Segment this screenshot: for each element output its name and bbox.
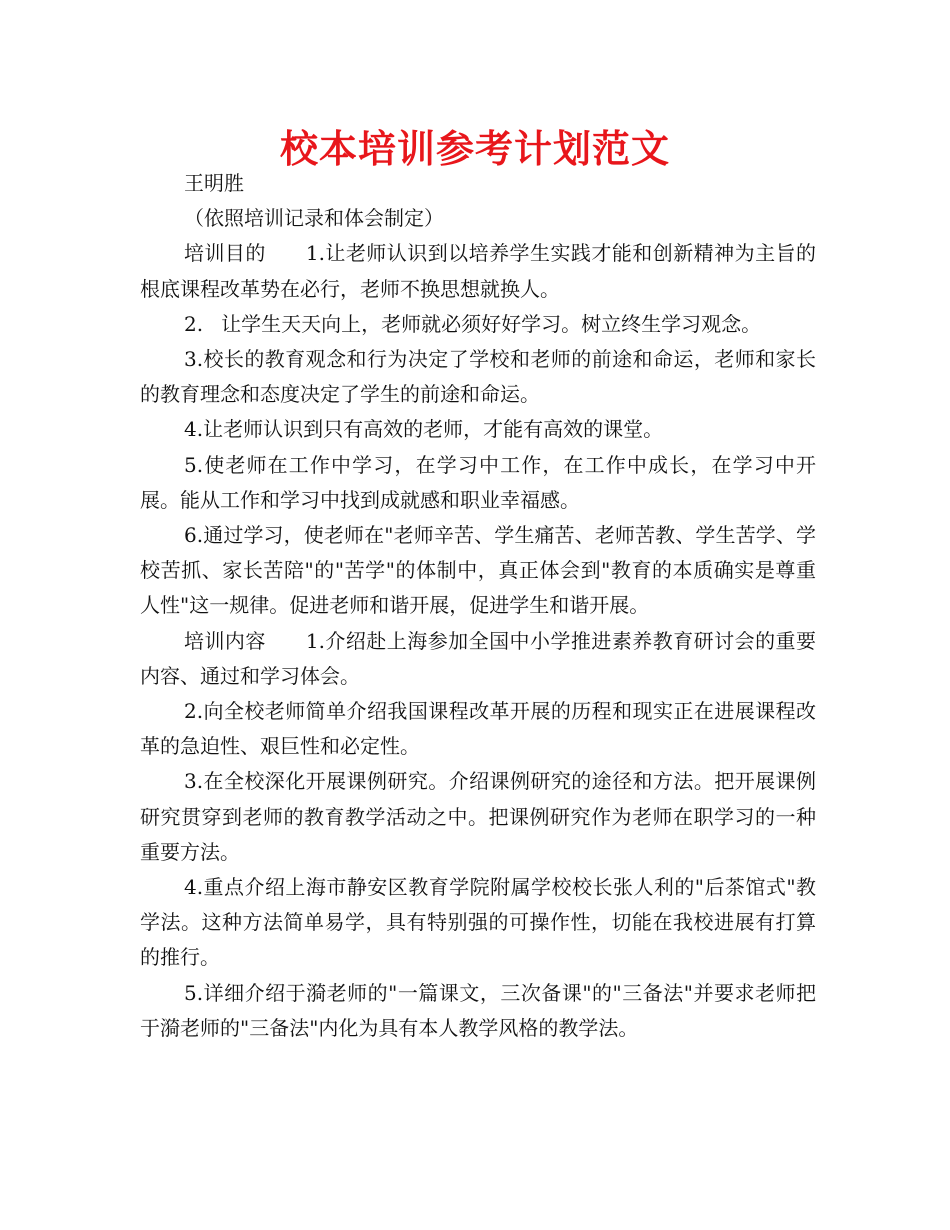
content-paragraph-2: 2.向全校老师简单介绍我国课程改革开展的历程和现实正在进展课程改革的急迫性、艰巨性和必定性。 [140,699,816,759]
purpose-item-2-text: 让学生天天向上，老师就必须好好学习。树立终生学习观念。 [221,311,762,336]
purpose-paragraph-1 [140,236,816,306]
content-item-1-text: 1.介绍赴上海参加全国中小学推进素养教育研讨会的重要内容、通过和学习体会。 [140,628,816,688]
purpose-paragraph-4: 4.让老师认识到只有高效的老师，才能有高效的课堂。 [184,417,664,442]
purpose-heading: 培训目的 [184,241,266,266]
purpose-paragraph-2 [140,307,816,342]
content-paragraph-3: 3.在全校深化开展课例研究。介绍课例研究的途径和方法。把开展课例研究贯穿到老师的教育教学活动之中。把课例研究作为老师在职学习的一种重要方法。 [140,769,816,864]
content-heading: 培训内容 [184,628,266,653]
content-paragraph-5: 5.详细介绍于漪老师的"一篇课文，三次备课"的"三备法"并要求老师把于漪老师的"三备法"内化为具有本人教学风格的教学法。 [140,980,816,1040]
purpose-paragraph-6: 6.通过学习，使老师在"老师辛苦、学生痛苦、老师苦教、学生苦学、学校苦抓、家长苦陪"的"苦学"的体制中，真正体会到"教育的本质确实是尊重人性"这一规律。促进老师和谐开展，促进学生和谐开展。 [140,523,816,618]
note-line: （依照培训记录和体会制定） [184,206,444,231]
document-body [140,166,816,1046]
purpose-paragraph-5: 5.使老师在工作中学习，在学习中工作，在工作中成长，在学习中开展。能从工作和学习中找到成就感和职业幸福感。 [140,452,816,512]
document-title: 校本培训参考计划范文 [279,126,670,171]
purpose-paragraph-3: 3.校长的教育观念和行为决定了学校和老师的前途和命运，老师和家长的教育理念和态度决定了学生的前途和命运。 [140,347,816,407]
purpose-item-1-text: 1.让老师认识到以培养学生实践才能和创新精神为主旨的根底课程改革势在必行，老师不换思想就换人。 [140,241,816,301]
author-line: 王明胜 [184,171,244,195]
purpose-item-2-number: 2. [184,311,204,336]
content-paragraph-4: 4.重点介绍上海市静安区教育学院附属学校校长张人利的"后茶馆式"教学法。这种方法简单易学，具有特别强的可操作性，切能在我校进展有打算的推行。 [140,875,816,970]
content-paragraph-1 [140,624,816,694]
